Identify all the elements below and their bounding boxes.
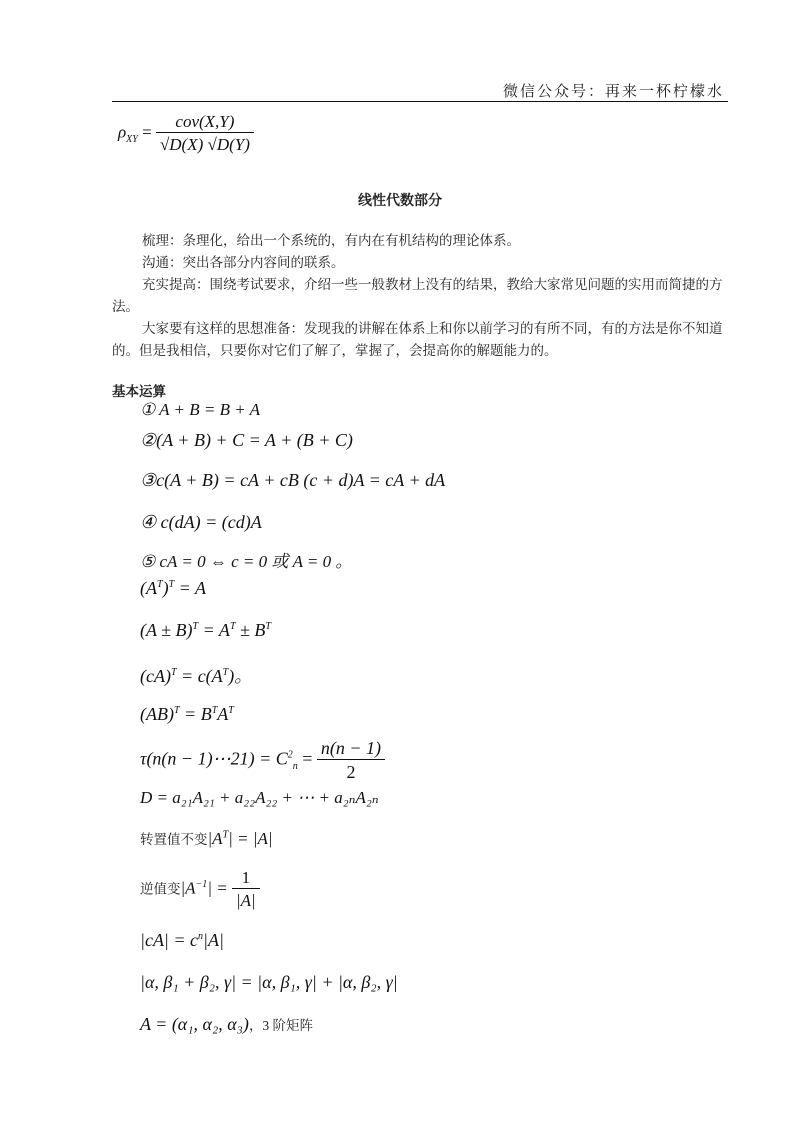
intro-paragraph-1: 梳理：条理化，给出一个系统的，有内在有机结构的理论体系。	[142, 233, 520, 249]
section-title: 线性代数部分	[358, 193, 442, 209]
page-header: 微信公众号：再来一杯柠檬水	[502, 82, 724, 100]
formula-2: ②(A + B) + C = A + (B + C)	[140, 430, 353, 450]
tau-denominator: 2	[317, 759, 385, 783]
correlation-formula	[118, 112, 254, 155]
rho-denominator: √D(X) √D(Y)	[156, 132, 254, 155]
intro-paragraph-2: 沟通：突出各部分内容间的联系。	[142, 255, 345, 271]
basic-ops-heading: 基本运算	[112, 384, 166, 400]
inversion-count-formula: τ(n(n − 1)⋯21) = $C^2_n$ = $\frac{n(n - 1)}{2}$	[140, 738, 385, 783]
determinant-expansion: D = a₂₁A₂₁ + a₂₂A₂₂ + ⋯ + a₂ₙA₂ₙ	[140, 788, 379, 807]
intro-paragraph-3: 充实提高：围绕考试要求，介绍一些一般教材上没有的结果，教给大家常见问题的实用而简捷的方法。	[112, 277, 723, 315]
intro-paragraph-4: 大家要有这样的思想准备：发现我的讲解在体系上和你以前学习的有所不同，有的方法是你不知道的。但是我相信，只要你对它们了解了，掌握了，会提高你的解题能力的。	[112, 321, 723, 359]
header-rule	[112, 101, 728, 102]
matrix-definition: A = (α₁, α₂, α₃)，3 阶矩阵	[140, 1014, 314, 1034]
rho-equals: =	[137, 122, 156, 142]
formula-5: ⑤ cA = 0 ⇔ c = 0 或 A = 0 。	[140, 552, 353, 571]
rho-symbol: ρ	[118, 122, 127, 142]
det-scalar-rule: $|cA| = c^n|A|$	[140, 930, 224, 950]
formula-4: ④ c(dA) = (cd)A	[140, 512, 262, 532]
transpose-rule-2: $(A \pm B)^T = A^T \pm B^T$	[140, 620, 271, 640]
det-inverse-rule: 逆值变$|A^{-1}|$ = $\frac{1}{|A|}$	[140, 868, 260, 911]
det-transpose-rule: 转置值不变$|A^T| = |A|$	[140, 829, 273, 848]
transpose-rule-1: $(A^T)^T = A$	[140, 578, 206, 598]
det-linearity-rule: |α, β₁ + β₂, γ| = |α, β₁, γ| + |α, β₂, γ|	[140, 972, 398, 992]
transpose-rule-3: $(cA)^T = c(A^T)$。	[140, 666, 253, 686]
transpose-rule-4: $(AB)^T = B^TA^T$	[140, 704, 234, 724]
tau-numerator: n(n − 1)	[320, 738, 382, 758]
formula-3: ③c(A + B) = cA + cB (c + d)A = cA + dA	[140, 470, 446, 490]
formula-1: ① A + B = B + A	[140, 400, 261, 419]
rho-numerator: cov(X,Y)	[175, 112, 235, 131]
det-inverse-numerator: 1	[241, 868, 251, 887]
det-inverse-denominator: |A|	[232, 888, 260, 911]
rho-subscript: XY	[126, 133, 138, 145]
